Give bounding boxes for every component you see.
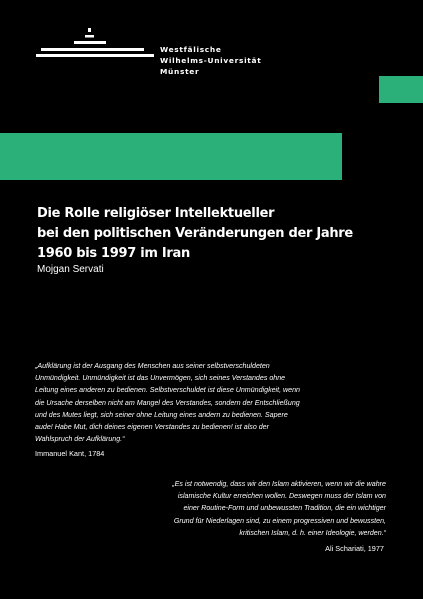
kant-quote <box>35 360 395 445</box>
schariati-quote-line: kritischen Islam, d. h. einer Ideologie, werden.“ <box>239 528 386 537</box>
schariati-attribution: Ali Schariati, 1977 <box>325 544 384 553</box>
kant-quote-line: aude! Habe Mut, dich deines eigenen Verstandes zu bedienen! ist also der <box>35 423 269 432</box>
schariati-quote-line: „Es ist notwendig, dass wir den Islam aktivieren, wenn wir die wahre <box>172 480 386 488</box>
kant-quote-line: Wahlspruch der Aufklärung.“ <box>35 435 125 444</box>
accent-block-right <box>379 76 423 103</box>
kant-quote-line: und des Mutes liegt, sich seiner ohne Leitung eines andern zu bedienen. Sapere <box>35 410 288 419</box>
kant-quote-line: „Aufklärung ist der Ausgang des Menschen aus seiner selbstverschuldeten <box>35 362 270 370</box>
kant-quote-line: Leitung eines anderen zu bedienen. Selbstverschuldet ist diese Unmündigkeit, wenn <box>35 386 301 395</box>
schariati-quote-line: islamische Kultur erreichen wollen. Deswegen muss der Islam von <box>177 492 386 501</box>
university-name <box>160 44 261 77</box>
book-title <box>37 204 387 264</box>
schariati-quote-line: einer Routine-Form und unbewussten Tradition, die ein wichtiger <box>183 504 386 513</box>
kant-quote-line: die Ursache derselben nicht am Mangel des Verstandes, sondern der Entschließung <box>35 398 300 407</box>
book-title-line-2: bei den politischen Veränderungen der Jahre <box>37 226 353 241</box>
schariati-quote-line: Grund für Niederlagen sind, zu einem progressiven und bewussten, <box>173 516 386 525</box>
book-title-line-3: 1960 bis 1997 im Iran <box>37 246 190 261</box>
kant-quote-line: Unmündigkeit. Unmündigkeit ist das Unvermögen, sich seines Verstandes ohne <box>35 374 286 383</box>
university-name-line-3: Münster <box>160 67 200 76</box>
university-logo-icon <box>36 28 154 64</box>
kant-attribution: Immanuel Kant, 1784 <box>35 449 105 458</box>
author-name: Mojgan Servati <box>37 264 104 275</box>
university-name-line-2: Wilhelms-Universität <box>160 56 262 65</box>
book-title-line-1: Die Rolle religiöser Intellektueller <box>37 206 275 221</box>
university-name-line-1: Westfälische <box>160 45 222 54</box>
accent-block-left <box>0 133 342 180</box>
schariati-quote <box>46 478 386 539</box>
